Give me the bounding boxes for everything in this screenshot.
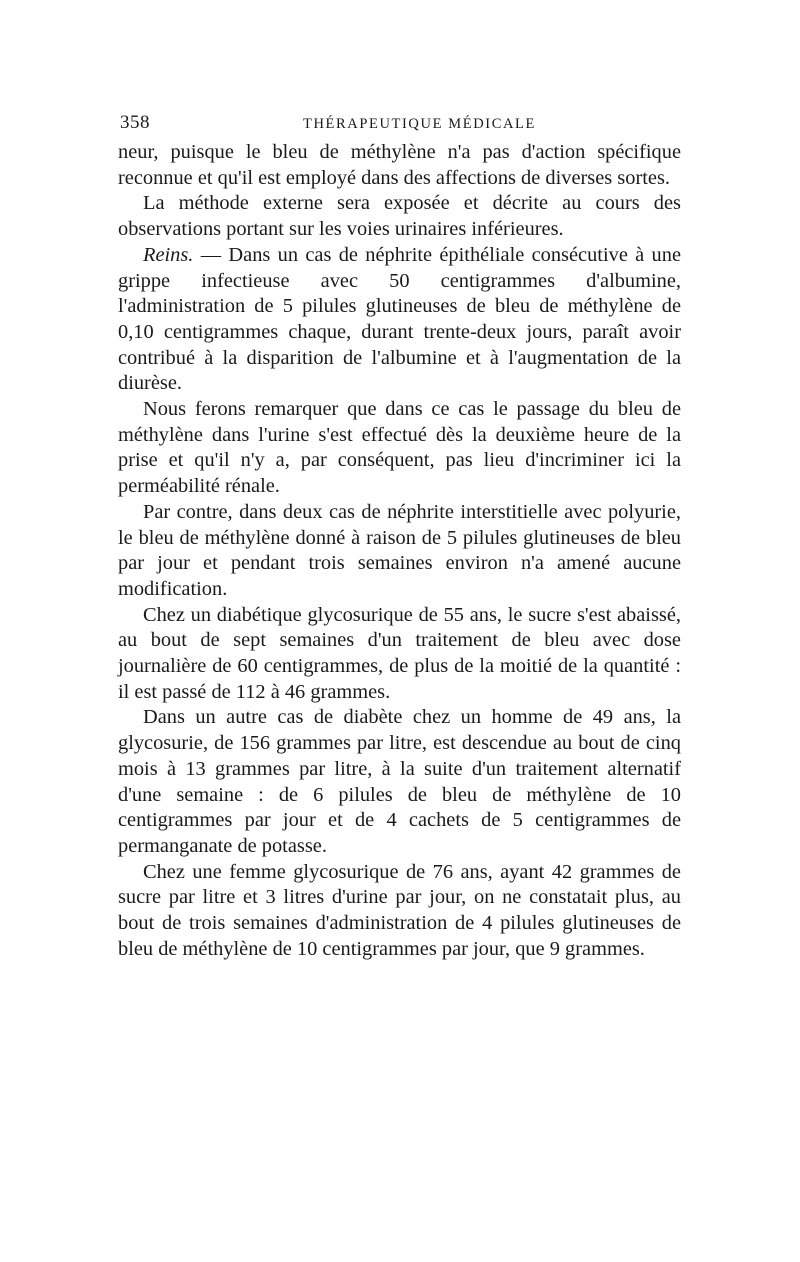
page-number: 358	[120, 112, 150, 133]
paragraph: La méthode externe sera exposée et décrite au cours des observations portant sur les voies urinaires inférieures.	[118, 192, 681, 241]
paragraph: Dans un autre cas de diabète chez un homme de 49 ans, la glycosurie, de 156 grammes par litre, est descendue au bout de cinq mois à 13 grammes par litre, à la suite d'un traitement alternatif d'une semaine : de 6 pilules de bleu de méthylène de 10 centigrammes par jour et de 4 cachets de 5 centigrammes de permanganate de potasse.	[118, 706, 681, 857]
body-text	[118, 140, 681, 963]
book-page	[118, 108, 681, 963]
paragraph: Chez un diabétique glycosurique de 55 ans, le sucre s'est abaissé, au bout de sept semaines d'un traitement de bleu avec dose journalière de 60 centigrammes, de plus de la moitié de la quantité : il est passé de 112 à 46 grammes.	[118, 603, 681, 703]
paragraph: Reins. — Dans un cas de néphrite épithéliale consécutive à une grippe infectieuse avec 50 centigrammes d'albumine, l'administration de 5 pilules glutineuses de bleu de méthylène de 0,10 centigrammes chaque, durant trente-deux jours, paraît avoir contribué à la disparition de l'albumine et à l'augmentation de la diurèse.	[118, 243, 681, 395]
running-title: THÉRAPEUTIQUE MÉDICALE	[303, 116, 536, 132]
paragraph: neur, puisque le bleu de méthylène n'a pas d'action spécifique reconnue et qu'il est employé dans des affections de diverses sortes.	[118, 141, 681, 189]
paragraph: Chez une femme glycosurique de 76 ans, ayant 42 grammes de sucre par litre et 3 litres d'urine par jour, on ne constatait plus, au bout de trois semaines d'administration de 4 pilules glutineuses de bleu de méthylène de 10 centigrammes par jour, que 9 grammes.	[118, 860, 681, 960]
section-lead: Reins.	[143, 243, 194, 266]
paragraph: Par contre, dans deux cas de néphrite interstitielle avec polyurie, le bleu de méthylène donné à raison de 5 pilules glutineuses de bleu par jour et pendant trois semaines environ n'a amené aucune modification.	[118, 500, 681, 600]
running-header	[118, 108, 681, 138]
paragraph: Nous ferons remarquer que dans ce cas le passage du bleu de méthylène dans l'urine s'est effectué dès la deuxième heure de la prise et qu'il n'y a, par conséquent, pas lieu d'incriminer ici la perméabilité rénale.	[118, 398, 681, 498]
